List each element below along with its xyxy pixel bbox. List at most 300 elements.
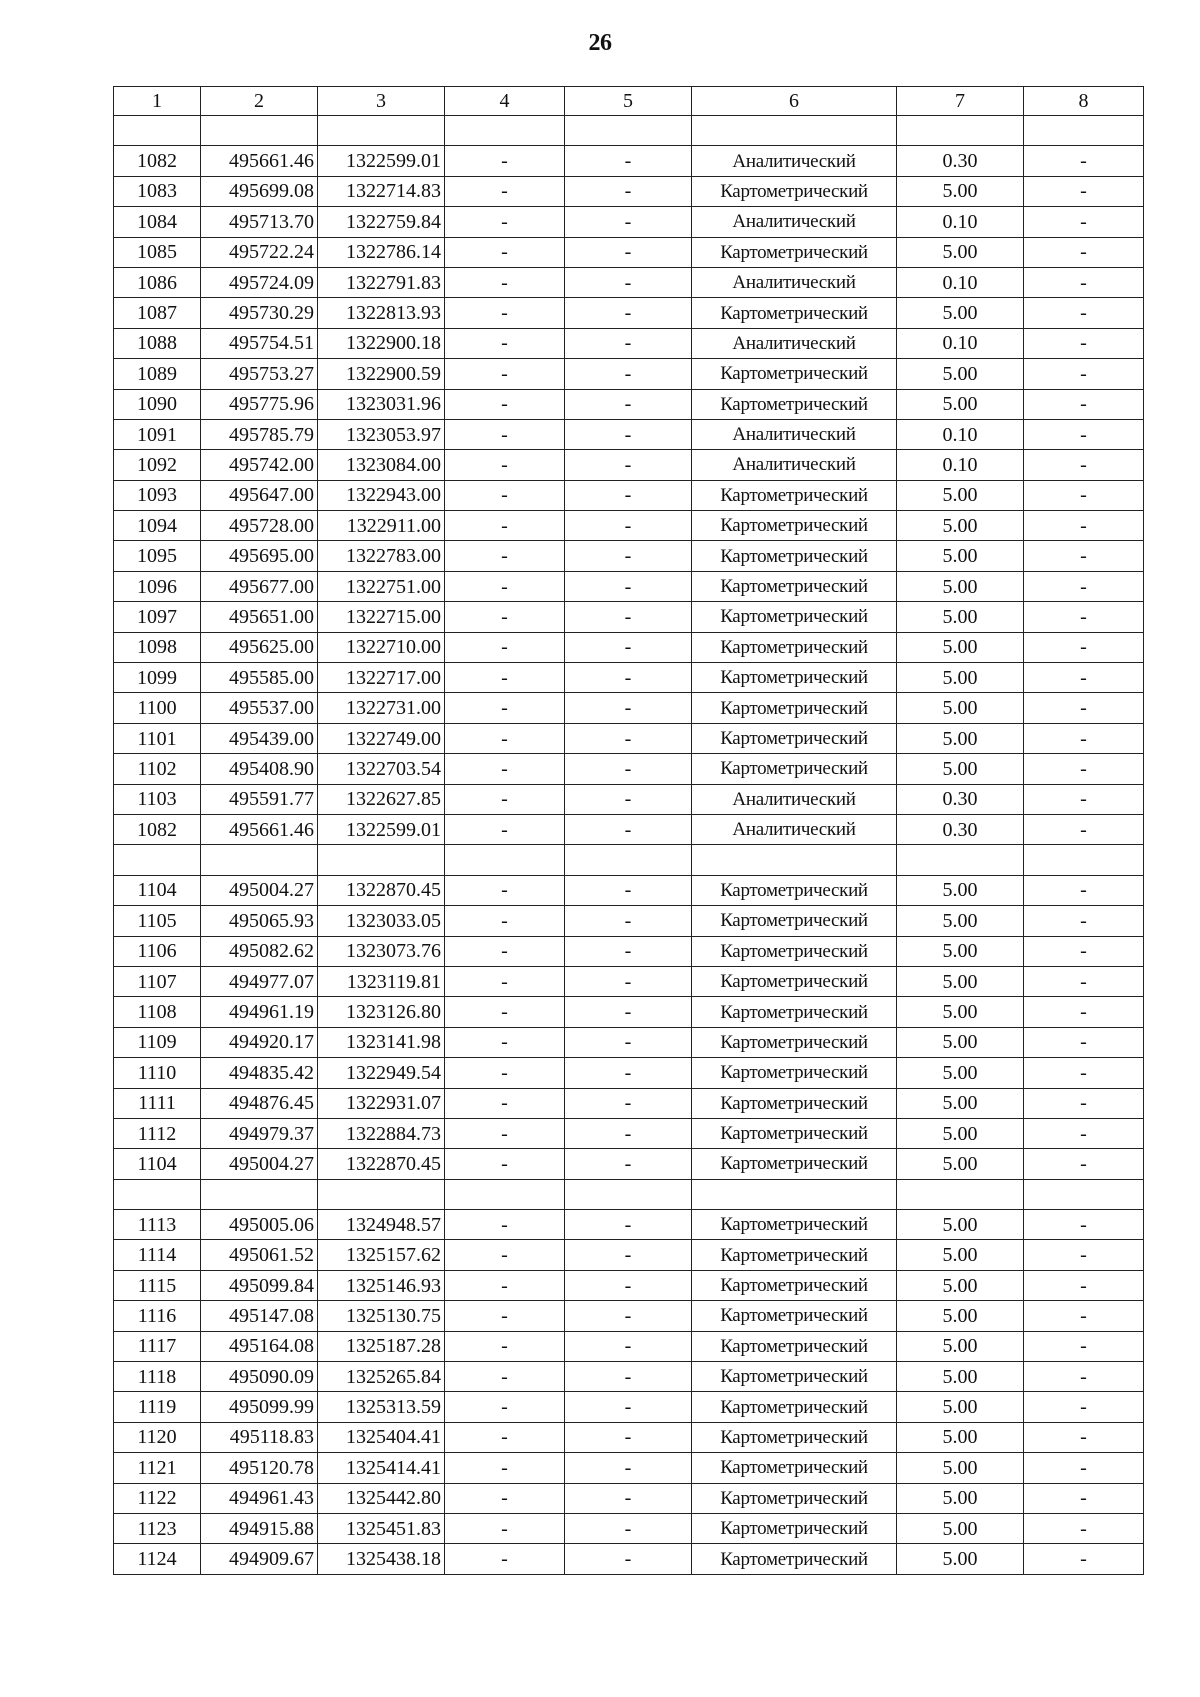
table-cell-col7: 0.30 xyxy=(897,814,1024,844)
table-cell-col8: - xyxy=(1024,1270,1144,1300)
table-cell-col8: - xyxy=(1024,602,1144,632)
table-row xyxy=(114,663,1144,693)
table-cell-col5: - xyxy=(565,784,692,814)
table-cell-col1: 1096 xyxy=(114,571,201,601)
table-cell-col2: 494920.17 xyxy=(201,1027,318,1057)
table-row xyxy=(114,602,1144,632)
table-cell-col2 xyxy=(201,845,318,875)
table-cell-col6 xyxy=(692,845,897,875)
table-cell-col1: 1113 xyxy=(114,1210,201,1240)
table-cell-col5: - xyxy=(565,1210,692,1240)
table-row xyxy=(114,511,1144,541)
table-cell-col2 xyxy=(201,1179,318,1209)
table-cell-col8: - xyxy=(1024,1392,1144,1422)
table-cell-col1: 1083 xyxy=(114,176,201,206)
table-cell-col3: 1322900.59 xyxy=(318,359,445,389)
table-cell-col2: 495785.79 xyxy=(201,419,318,449)
table-cell-col5: - xyxy=(565,419,692,449)
table-cell-col3: 1325313.59 xyxy=(318,1392,445,1422)
table-cell-col2: 494876.45 xyxy=(201,1088,318,1118)
table-cell-col8: - xyxy=(1024,207,1144,237)
table-cell-col5: - xyxy=(565,267,692,297)
table-cell-col7: 0.30 xyxy=(897,784,1024,814)
table-row xyxy=(114,1513,1144,1543)
table-cell-col6: Картометрический xyxy=(692,571,897,601)
table-cell-col6: Картометрический xyxy=(692,1362,897,1392)
table-cell-col6: Картометрический xyxy=(692,1392,897,1422)
table-cell-col4: - xyxy=(445,207,565,237)
table-cell-col7: 5.00 xyxy=(897,1362,1024,1392)
table-cell-col1: 1106 xyxy=(114,936,201,966)
table-cell-col5: - xyxy=(565,146,692,176)
table-cell-col1: 1119 xyxy=(114,1392,201,1422)
table-cell-col1: 1089 xyxy=(114,359,201,389)
table-row xyxy=(114,936,1144,966)
table-cell-col5 xyxy=(565,845,692,875)
table-cell-col5: - xyxy=(565,328,692,358)
table-cell-col1: 1092 xyxy=(114,450,201,480)
table-row xyxy=(114,693,1144,723)
table-cell-col8: - xyxy=(1024,1027,1144,1057)
table-cell-col7: 5.00 xyxy=(897,1422,1024,1452)
table-cell-col6: Картометрический xyxy=(692,693,897,723)
table-cell-col3: 1322715.00 xyxy=(318,602,445,632)
table-body xyxy=(114,116,1144,1575)
table-cell-col7: 5.00 xyxy=(897,602,1024,632)
table-cell-col4: - xyxy=(445,419,565,449)
table-cell-col1: 1104 xyxy=(114,875,201,905)
table-cell-col7: 5.00 xyxy=(897,663,1024,693)
separator-row xyxy=(114,116,1144,146)
table-cell-col5: - xyxy=(565,1362,692,1392)
table-cell-col6: Картометрический xyxy=(692,480,897,510)
table-cell-col5: - xyxy=(565,814,692,844)
table-cell-col4: - xyxy=(445,814,565,844)
table-cell-col6: Картометрический xyxy=(692,723,897,753)
table-cell-col3: 1325442.80 xyxy=(318,1483,445,1513)
table-cell-col3: 1322714.83 xyxy=(318,176,445,206)
table-cell-col3: 1322791.83 xyxy=(318,267,445,297)
table-cell-col1: 1093 xyxy=(114,480,201,510)
table-cell-col6: Аналитический xyxy=(692,814,897,844)
table-cell-col1: 1118 xyxy=(114,1362,201,1392)
column-header-2: 2 xyxy=(201,87,318,116)
table-cell-col8: - xyxy=(1024,1118,1144,1148)
table-cell-col4: - xyxy=(445,237,565,267)
table-cell-col7: 0.10 xyxy=(897,450,1024,480)
table-row xyxy=(114,1240,1144,1270)
table-cell-col4: - xyxy=(445,875,565,905)
table-cell-col2: 495082.62 xyxy=(201,936,318,966)
table-cell-col7: 5.00 xyxy=(897,359,1024,389)
table-row xyxy=(114,1331,1144,1361)
table-cell-col7: 5.00 xyxy=(897,1210,1024,1240)
table-cell-col2: 494909.67 xyxy=(201,1544,318,1574)
table-cell-col5: - xyxy=(565,754,692,784)
table-cell-col4: - xyxy=(445,784,565,814)
table-cell-col1: 1098 xyxy=(114,632,201,662)
table-cell-col6: Аналитический xyxy=(692,267,897,297)
table-cell-col2: 495408.90 xyxy=(201,754,318,784)
table-cell-col1 xyxy=(114,845,201,875)
table-cell-col2: 495695.00 xyxy=(201,541,318,571)
table-cell-col7: 5.00 xyxy=(897,1544,1024,1574)
table-cell-col8 xyxy=(1024,116,1144,146)
table-cell-col3: 1322884.73 xyxy=(318,1118,445,1148)
table-cell-col5: - xyxy=(565,1088,692,1118)
table-cell-col2: 495099.99 xyxy=(201,1392,318,1422)
table-cell-col4: - xyxy=(445,541,565,571)
table-cell-col8: - xyxy=(1024,1149,1144,1179)
table-cell-col6: Картометрический xyxy=(692,997,897,1027)
table-cell-col2: 495099.84 xyxy=(201,1270,318,1300)
table-row xyxy=(114,571,1144,601)
table-row xyxy=(114,176,1144,206)
table-cell-col4 xyxy=(445,845,565,875)
table-cell-col4: - xyxy=(445,359,565,389)
table-cell-col4: - xyxy=(445,1027,565,1057)
table-cell-col3: 1323073.76 xyxy=(318,936,445,966)
table-cell-col2: 495585.00 xyxy=(201,663,318,693)
table-cell-col2: 495651.00 xyxy=(201,602,318,632)
table-cell-col7 xyxy=(897,116,1024,146)
table-cell-col3: 1323031.96 xyxy=(318,389,445,419)
table-cell-col3: 1322731.00 xyxy=(318,693,445,723)
table-cell-col2: 495004.27 xyxy=(201,1149,318,1179)
table-cell-col2: 495065.93 xyxy=(201,906,318,936)
table-cell-col3: 1322783.00 xyxy=(318,541,445,571)
table-cell-col1: 1110 xyxy=(114,1058,201,1088)
table-cell-col2: 495742.00 xyxy=(201,450,318,480)
table-cell-col2: 495661.46 xyxy=(201,814,318,844)
column-header-7: 7 xyxy=(897,87,1024,116)
table-cell-col8: - xyxy=(1024,1513,1144,1543)
table-row xyxy=(114,1392,1144,1422)
table-cell-col4: - xyxy=(445,480,565,510)
table-cell-col1: 1100 xyxy=(114,693,201,723)
table-cell-col1: 1112 xyxy=(114,1118,201,1148)
table-cell-col4: - xyxy=(445,1483,565,1513)
table-cell-col2: 495713.70 xyxy=(201,207,318,237)
table-row xyxy=(114,1270,1144,1300)
table-cell-col3 xyxy=(318,1179,445,1209)
table-row xyxy=(114,450,1144,480)
table-cell-col6: Картометрический xyxy=(692,875,897,905)
table-cell-col3: 1322717.00 xyxy=(318,663,445,693)
table-cell-col8 xyxy=(1024,1179,1144,1209)
table-cell-col3: 1325265.84 xyxy=(318,1362,445,1392)
table-cell-col6: Картометрический xyxy=(692,1058,897,1088)
table-cell-col5: - xyxy=(565,693,692,723)
table-cell-col2: 495724.09 xyxy=(201,267,318,297)
table-cell-col5: - xyxy=(565,997,692,1027)
table-cell-col1: 1105 xyxy=(114,906,201,936)
table-row xyxy=(114,480,1144,510)
table-cell-col2: 495753.27 xyxy=(201,359,318,389)
table-cell-col4: - xyxy=(445,1362,565,1392)
table-cell-col3: 1325187.28 xyxy=(318,1331,445,1361)
table-cell-col7: 0.10 xyxy=(897,328,1024,358)
table-cell-col3: 1323033.05 xyxy=(318,906,445,936)
table-cell-col7: 5.00 xyxy=(897,511,1024,541)
table-cell-col8: - xyxy=(1024,784,1144,814)
table-cell-col4: - xyxy=(445,632,565,662)
table-row xyxy=(114,1362,1144,1392)
table-cell-col2: 495005.06 xyxy=(201,1210,318,1240)
table-row xyxy=(114,1483,1144,1513)
table-cell-col4: - xyxy=(445,997,565,1027)
table-cell-col1: 1109 xyxy=(114,1027,201,1057)
column-header-8: 8 xyxy=(1024,87,1144,116)
table-cell-col5: - xyxy=(565,237,692,267)
table-cell-col6: Картометрический xyxy=(692,389,897,419)
table-cell-col8: - xyxy=(1024,1453,1144,1483)
table-cell-col2: 494915.88 xyxy=(201,1513,318,1543)
table-cell-col5: - xyxy=(565,1513,692,1543)
table-cell-col6: Картометрический xyxy=(692,298,897,328)
table-cell-col3: 1322813.93 xyxy=(318,298,445,328)
table-cell-col7: 5.00 xyxy=(897,723,1024,753)
table-row xyxy=(114,267,1144,297)
table-cell-col1: 1094 xyxy=(114,511,201,541)
table-cell-col8: - xyxy=(1024,1301,1144,1331)
table-row xyxy=(114,1058,1144,1088)
table-cell-col6: Аналитический xyxy=(692,450,897,480)
table-cell-col8: - xyxy=(1024,1362,1144,1392)
table-cell-col6: Картометрический xyxy=(692,1513,897,1543)
table-cell-col1: 1082 xyxy=(114,146,201,176)
table-cell-col1: 1097 xyxy=(114,602,201,632)
table-cell-col1: 1082 xyxy=(114,814,201,844)
table-row xyxy=(114,146,1144,176)
table-cell-col2: 495118.83 xyxy=(201,1422,318,1452)
table-cell-col3: 1325414.41 xyxy=(318,1453,445,1483)
table-cell-col5: - xyxy=(565,1270,692,1300)
table-cell-col3: 1322627.85 xyxy=(318,784,445,814)
table-cell-col5: - xyxy=(565,1422,692,1452)
table-row xyxy=(114,237,1144,267)
table-row xyxy=(114,814,1144,844)
table-cell-col1: 1090 xyxy=(114,389,201,419)
table-cell-col3 xyxy=(318,845,445,875)
table-cell-col2: 495699.08 xyxy=(201,176,318,206)
table-cell-col8: - xyxy=(1024,663,1144,693)
table-cell-col5: - xyxy=(565,875,692,905)
table-cell-col2: 495728.00 xyxy=(201,511,318,541)
table-cell-col7: 5.00 xyxy=(897,754,1024,784)
table-cell-col6: Картометрический xyxy=(692,602,897,632)
table-cell-col3: 1322870.45 xyxy=(318,875,445,905)
table-cell-col5: - xyxy=(565,1483,692,1513)
table-cell-col4: - xyxy=(445,328,565,358)
table-cell-col4: - xyxy=(445,1544,565,1574)
table-cell-col3: 1322749.00 xyxy=(318,723,445,753)
table-cell-col6: Картометрический xyxy=(692,541,897,571)
table-cell-col7: 5.00 xyxy=(897,1088,1024,1118)
table-cell-col5: - xyxy=(565,389,692,419)
column-header-4: 4 xyxy=(445,87,565,116)
table-cell-col6: Картометрический xyxy=(692,1422,897,1452)
table-cell-col5: - xyxy=(565,571,692,601)
table-cell-col8: - xyxy=(1024,906,1144,936)
table-cell-col5: - xyxy=(565,1331,692,1361)
table-cell-col8: - xyxy=(1024,1422,1144,1452)
table-cell-col1 xyxy=(114,1179,201,1209)
column-header-5: 5 xyxy=(565,87,692,116)
table-cell-col2: 495775.96 xyxy=(201,389,318,419)
table-cell-col3: 1322870.45 xyxy=(318,1149,445,1179)
table-cell-col8: - xyxy=(1024,693,1144,723)
table-row xyxy=(114,1088,1144,1118)
table-cell-col7: 5.00 xyxy=(897,1270,1024,1300)
table-cell-col8: - xyxy=(1024,359,1144,389)
table-row xyxy=(114,784,1144,814)
table-cell-col5: - xyxy=(565,511,692,541)
table-cell-col6: Картометрический xyxy=(692,1088,897,1118)
table-cell-col1: 1099 xyxy=(114,663,201,693)
table-cell-col4: - xyxy=(445,936,565,966)
table-row xyxy=(114,1422,1144,1452)
table-cell-col7: 0.10 xyxy=(897,267,1024,297)
table-cell-col8: - xyxy=(1024,511,1144,541)
table-row xyxy=(114,906,1144,936)
table-cell-col7: 5.00 xyxy=(897,936,1024,966)
table-cell-col5: - xyxy=(565,176,692,206)
table-cell-col6: Аналитический xyxy=(692,328,897,358)
table-cell-col1: 1115 xyxy=(114,1270,201,1300)
table-cell-col5: - xyxy=(565,450,692,480)
table-cell-col3: 1322599.01 xyxy=(318,814,445,844)
table-cell-col2: 495120.78 xyxy=(201,1453,318,1483)
table-cell-col6: Картометрический xyxy=(692,359,897,389)
separator-row xyxy=(114,1179,1144,1209)
table-cell-col2: 495061.52 xyxy=(201,1240,318,1270)
table-cell-col8: - xyxy=(1024,754,1144,784)
table-cell-col6: Картометрический xyxy=(692,663,897,693)
table-cell-col5: - xyxy=(565,298,692,328)
table-cell-col5: - xyxy=(565,1027,692,1057)
table-cell-col3: 1325404.41 xyxy=(318,1422,445,1452)
page-number: 26 xyxy=(588,30,612,56)
table-cell-col6: Картометрический xyxy=(692,906,897,936)
table-cell-col1: 1085 xyxy=(114,237,201,267)
table-cell-col7 xyxy=(897,845,1024,875)
table-cell-col4: - xyxy=(445,1331,565,1361)
table-cell-col4: - xyxy=(445,906,565,936)
table-cell-col8: - xyxy=(1024,541,1144,571)
table-cell-col7: 5.00 xyxy=(897,1513,1024,1543)
table-cell-col4: - xyxy=(445,389,565,419)
table-row xyxy=(114,1544,1144,1574)
table-cell-col1: 1117 xyxy=(114,1331,201,1361)
table-cell-col5: - xyxy=(565,1301,692,1331)
table-cell-col2: 495677.00 xyxy=(201,571,318,601)
table-cell-col8: - xyxy=(1024,814,1144,844)
table-cell-col1: 1088 xyxy=(114,328,201,358)
table-cell-col8: - xyxy=(1024,237,1144,267)
table-cell-col4: - xyxy=(445,1422,565,1452)
table-cell-col6: Картометрический xyxy=(692,1331,897,1361)
separator-row xyxy=(114,845,1144,875)
table-cell-col3: 1324948.57 xyxy=(318,1210,445,1240)
table-cell-col5: - xyxy=(565,1118,692,1148)
table-cell-col4: - xyxy=(445,1240,565,1270)
table-cell-col3: 1325451.83 xyxy=(318,1513,445,1543)
table-cell-col4: - xyxy=(445,1392,565,1422)
table-cell-col7: 5.00 xyxy=(897,541,1024,571)
coordinates-table xyxy=(113,86,1144,1575)
table-cell-col8: - xyxy=(1024,176,1144,206)
table-cell-col3: 1322751.00 xyxy=(318,571,445,601)
table-cell-col8: - xyxy=(1024,966,1144,996)
table-row xyxy=(114,1210,1144,1240)
table-cell-col3 xyxy=(318,116,445,146)
table-cell-col3: 1323126.80 xyxy=(318,997,445,1027)
table-row xyxy=(114,1453,1144,1483)
table-cell-col4: - xyxy=(445,693,565,723)
table-cell-col7: 5.00 xyxy=(897,632,1024,662)
table-cell-col5: - xyxy=(565,906,692,936)
table-cell-col1 xyxy=(114,116,201,146)
table-cell-col7: 0.30 xyxy=(897,146,1024,176)
table-cell-col7: 5.00 xyxy=(897,571,1024,601)
column-header-6: 6 xyxy=(692,87,897,116)
table-cell-col7 xyxy=(897,1179,1024,1209)
column-header-3: 3 xyxy=(318,87,445,116)
table-cell-col7: 0.10 xyxy=(897,207,1024,237)
table-row xyxy=(114,997,1144,1027)
table-cell-col6: Аналитический xyxy=(692,784,897,814)
table-cell-col2: 495730.29 xyxy=(201,298,318,328)
table-cell-col5: - xyxy=(565,207,692,237)
table-cell-col4: - xyxy=(445,511,565,541)
table-cell-col8: - xyxy=(1024,1483,1144,1513)
table-cell-col3: 1322931.07 xyxy=(318,1088,445,1118)
table-cell-col7: 5.00 xyxy=(897,1392,1024,1422)
table-cell-col1: 1103 xyxy=(114,784,201,814)
table-cell-col2: 495090.09 xyxy=(201,1362,318,1392)
table-cell-col6: Картометрический xyxy=(692,511,897,541)
table-cell-col1: 1107 xyxy=(114,966,201,996)
table-cell-col1: 1101 xyxy=(114,723,201,753)
table-cell-col4: - xyxy=(445,571,565,601)
table-row xyxy=(114,419,1144,449)
table-cell-col2: 495722.24 xyxy=(201,237,318,267)
table-cell-col2: 495647.00 xyxy=(201,480,318,510)
table-cell-col7: 5.00 xyxy=(897,1240,1024,1270)
table-row xyxy=(114,966,1144,996)
table-cell-col6: Картометрический xyxy=(692,1149,897,1179)
table-cell-col7: 5.00 xyxy=(897,997,1024,1027)
table-cell-col7: 5.00 xyxy=(897,966,1024,996)
table-cell-col6: Картометрический xyxy=(692,237,897,267)
table-cell-col3: 1323053.97 xyxy=(318,419,445,449)
table-cell-col7: 5.00 xyxy=(897,693,1024,723)
table-cell-col3: 1322900.18 xyxy=(318,328,445,358)
table-cell-col1: 1122 xyxy=(114,1483,201,1513)
table-cell-col8: - xyxy=(1024,997,1144,1027)
table-cell-col4: - xyxy=(445,1118,565,1148)
table-row xyxy=(114,389,1144,419)
table-cell-col3: 1325130.75 xyxy=(318,1301,445,1331)
table-row xyxy=(114,723,1144,753)
table-cell-col7: 5.00 xyxy=(897,480,1024,510)
table-cell-col4: - xyxy=(445,146,565,176)
table-cell-col5: - xyxy=(565,723,692,753)
table-cell-col8 xyxy=(1024,845,1144,875)
table-cell-col6 xyxy=(692,1179,897,1209)
table-cell-col3: 1323084.00 xyxy=(318,450,445,480)
